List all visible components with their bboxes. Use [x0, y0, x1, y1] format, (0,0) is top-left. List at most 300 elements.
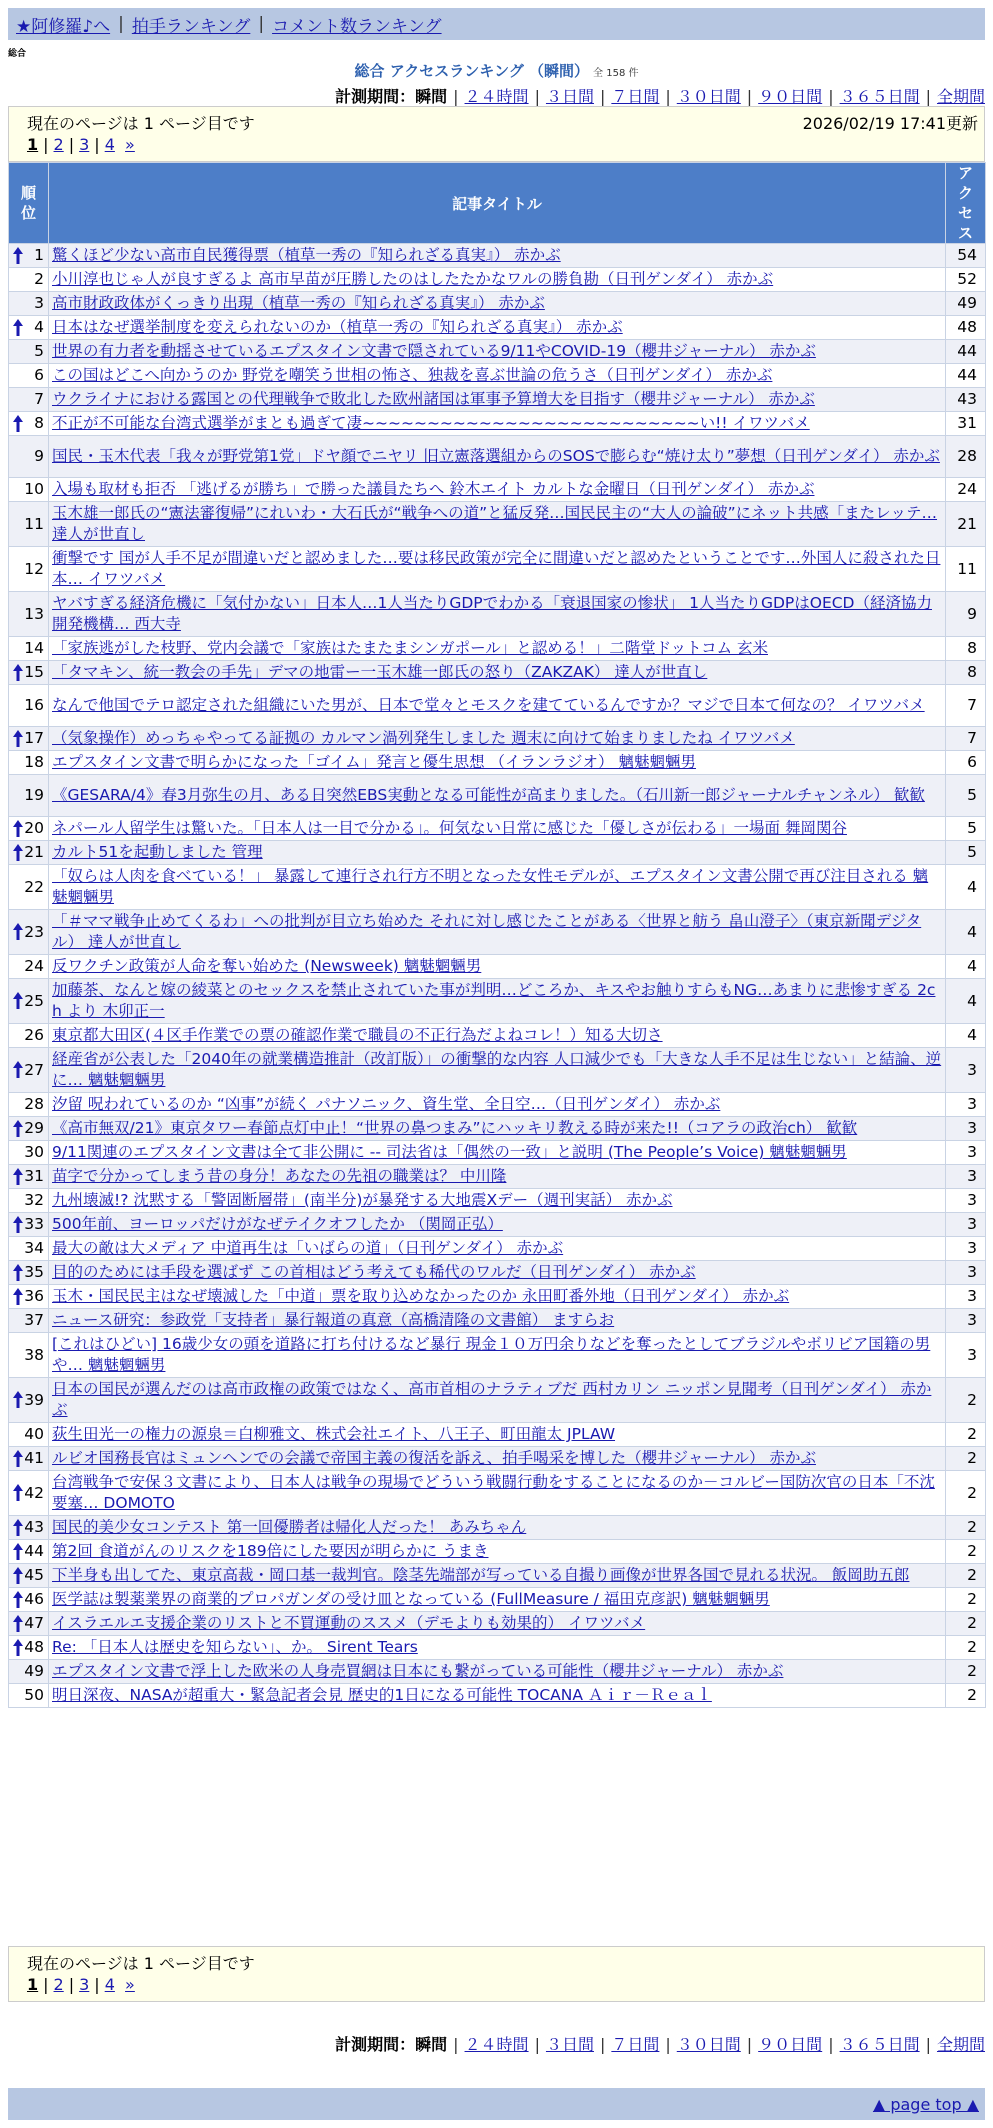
rank-number: 32 [24, 1191, 44, 1209]
ranking-row [9, 1333, 986, 1378]
rank-cell [9, 1237, 49, 1261]
rank-cell [9, 1564, 49, 1588]
page-info-bottom [8, 1946, 985, 2002]
access-count: 3 [946, 1189, 986, 1213]
page-top-link[interactable]: ▲ page top ▲ [872, 2094, 979, 2114]
article-title-link[interactable]: カルト51を起動しました 管理 [52, 843, 263, 861]
period-separator: | [925, 2035, 931, 2054]
ranking-row [9, 1141, 986, 1165]
ranking-row [9, 1165, 986, 1189]
rank-cell [9, 1540, 49, 1564]
title-cell [49, 1309, 946, 1333]
article-title-link[interactable]: 高市財政政体がくっきり出現（植草一秀の『知られざる真実』） 赤かぶ [52, 294, 545, 312]
access-count: 21 [946, 502, 986, 547]
title-cell [49, 1660, 946, 1684]
title-cell [49, 1189, 946, 1213]
rank-number: 43 [24, 1518, 44, 1536]
period-current: 瞬間 [415, 87, 448, 106]
ranking-row [9, 412, 986, 436]
ranking-row [9, 1237, 986, 1261]
access-count: 4 [946, 910, 986, 955]
ranking-row [9, 637, 986, 661]
rank-number: 20 [24, 819, 44, 837]
title-cell [49, 1117, 946, 1141]
up-arrow-icon [13, 730, 23, 747]
title-cell [49, 1588, 946, 1612]
up-arrow-icon [13, 1288, 23, 1305]
rank-cell [9, 1588, 49, 1612]
ranking-row [9, 316, 986, 340]
access-count: 3 [946, 1261, 986, 1285]
rank-cell [9, 685, 49, 727]
access-count: 2 [946, 1588, 986, 1612]
title-cell [49, 292, 946, 316]
rank-number: 39 [24, 1390, 44, 1409]
access-count: 4 [946, 955, 986, 979]
ranking-row [9, 268, 986, 292]
article-title-link[interactable]: 9/11関連のエプスタイン文書は全て非公開に -- 司法省は「偶然の一致」と説明 (The People’s Voice) 魑魅魍魎男 [52, 1143, 847, 1161]
rank-cell [9, 1378, 49, 1423]
article-title-link[interactable]: この国はどこへ向かうのか 野党を嘲笑う世相の怖さ、独裁を喜ぶ世論の危うさ（日刊ゲンダイ） 赤かぶ [52, 366, 773, 384]
title-cell [49, 841, 946, 865]
rank-number: 28 [24, 1095, 44, 1113]
article-title-link[interactable]: 500年前、ヨーロッパだけがなぜテイクオフしたか （関岡正弘） [52, 1215, 503, 1233]
title-cell [49, 979, 946, 1024]
rank-cell [9, 1285, 49, 1309]
ranking-row [9, 1213, 986, 1237]
rank-number: 50 [24, 1686, 44, 1704]
article-title-link[interactable]: 「タマキン、統一教会の手先」デマの地雷ー一玉木雄一郎氏の怒り（ZAKZAK） 達人が世直し [52, 663, 708, 681]
title-cell [49, 1141, 946, 1165]
rank-cell [9, 817, 49, 841]
article-title-link[interactable]: 加藤茶、なんと嫁の綾菜とのセックスを禁止されていた事が判明…どころか、キスやお触りすらもNG…あまりに悲惨すぎる 2ch より 木卯正一 [52, 981, 936, 1020]
rank-number: 19 [24, 786, 44, 804]
current-page-text: 現在のページは 1 ページ目です [27, 114, 255, 133]
period-separator: | [665, 2035, 671, 2054]
rank-cell [9, 751, 49, 775]
article-title-link[interactable]: エプスタイン文書で明らかになった「ゴイム」発言と優生思想 （イランラジオ） 魑魅魍魎男 [52, 753, 696, 771]
ranking-row [9, 436, 986, 478]
rank-number: 18 [24, 753, 44, 771]
access-count: 2 [946, 1423, 986, 1447]
nav-comment-ranking-link[interactable]: コメント数ランキング [272, 16, 442, 37]
article-title-link[interactable]: 汐留 呪われているのか “凶事”が続く パナソニック、資生堂、全日空…（日刊ゲンダイ） 赤かぶ [52, 1095, 721, 1113]
period-link[interactable]: 全期間 [936, 87, 985, 106]
page-link[interactable]: 2 [53, 135, 64, 154]
rank-cell [9, 547, 49, 592]
ranking-row [9, 1612, 986, 1636]
rank-number: 14 [24, 639, 44, 657]
period-separator: | [828, 2035, 834, 2054]
up-arrow-icon [13, 1519, 23, 1536]
access-count: 54 [946, 244, 986, 268]
rank-cell [9, 1213, 49, 1237]
total-count: 全 158 件 [593, 68, 639, 79]
article-title-link[interactable]: 「＃ママ戦争止めてくるわ」への批判が目立ち始めた それに対し感じたことがある〈世界と舫う 畠山澄子〉（東京新聞デジタル） 達人が世直し [52, 912, 922, 951]
article-title-link[interactable]: 荻生田光一の権力の源泉＝白柳雅文、株式会社エイト、八王子、町田龍太 JPLAW [52, 1425, 616, 1443]
access-count: 3 [946, 1333, 986, 1378]
period-link[interactable]: ９０日間 [758, 87, 823, 106]
article-title-link[interactable]: 九州壊滅!? 沈黙する「警固断層帯」(南半分)が暴発する大地震Xデー（週刊実話） 赤かぶ [52, 1191, 673, 1209]
title-cell [49, 1333, 946, 1378]
page-next-link[interactable]: » [125, 1975, 135, 1994]
title-cell [49, 637, 946, 661]
rank-number: 13 [24, 604, 44, 623]
ranking-row [9, 1024, 986, 1048]
period-link[interactable]: ２４時間 [464, 2035, 529, 2054]
ranking-row [9, 865, 986, 910]
up-arrow-icon [13, 992, 23, 1009]
access-count: 2 [946, 1540, 986, 1564]
access-count: 3 [946, 1165, 986, 1189]
access-count: 3 [946, 1213, 986, 1237]
period-link[interactable]: ７日間 [611, 87, 660, 106]
article-title-link[interactable]: 下半身も出してた、東京高裁・岡口基一裁判官。陰茎先端部が写っている自撮り画像が世界各国で見れる状況。 飯岡助五郎 [52, 1566, 910, 1584]
ranking-row [9, 340, 986, 364]
title-cell [49, 1447, 946, 1471]
article-title-link[interactable]: 《高市無双/21》東京タワー春節点灯中止！“世界の鼻つまみ”にハッキリ教える時が来た!!（コアラの政治ch） 歓歓 [52, 1119, 858, 1137]
access-count: 3 [946, 1048, 986, 1093]
up-arrow-icon [13, 1168, 23, 1185]
up-arrow-icon [13, 1061, 23, 1078]
rank-number: 3 [34, 294, 44, 312]
rank-cell [9, 364, 49, 388]
rank-cell [9, 979, 49, 1024]
title-cell [49, 910, 946, 955]
page-link[interactable]: 4 [104, 1975, 115, 1994]
title-cell [49, 865, 946, 910]
up-arrow-icon [13, 1216, 23, 1233]
ranking-row [9, 1093, 986, 1117]
period-separator: | [828, 87, 834, 106]
ranking-row [9, 478, 986, 502]
article-title-link[interactable]: 医学誌は製薬業界の商業的プロパガンダの受け皿となっている (FullMeasure / 福田克彦訳) 魑魅魍魎男 [52, 1590, 770, 1608]
ranking-row [9, 1588, 986, 1612]
page-link[interactable]: 2 [53, 1975, 64, 1994]
ranking-row [9, 1378, 986, 1423]
title-header: 記事タイトル [49, 163, 946, 244]
ranking-row [9, 502, 986, 547]
article-title-link[interactable]: 苗字で分かってしまう昔の身分！あなたの先祖の職業は？ 中川隆 [52, 1167, 507, 1185]
title-cell [49, 1423, 946, 1447]
rank-number: 37 [24, 1311, 44, 1329]
article-title-link[interactable]: 第2回 食道がんのリスクを189倍にした要因が明らかに うまき [52, 1542, 489, 1560]
access-count: 8 [946, 637, 986, 661]
page-link[interactable]: 3 [79, 1975, 90, 1994]
ranking-row [9, 1309, 986, 1333]
article-title-link[interactable]: [これはひどい] 16歳少女の頭を道路に打ち付けるなど暴行 現金１０万円余りなどを奪ったとしてブラジルやボリビア国籍の男や… 魑魅魍魎男 [52, 1335, 931, 1374]
rank-number: 1 [34, 246, 44, 264]
period-separator: | [453, 2035, 459, 2054]
article-title-link[interactable]: ウクライナにおける露国との代理戦争で敗北した欧州諸国は軍事予算増大を目指す（櫻井ジャーナル） 赤かぶ [52, 390, 815, 408]
title-cell [49, 817, 946, 841]
access-count: 2 [946, 1684, 986, 1708]
title-cell [49, 316, 946, 340]
period-link[interactable]: ３６５日間 [839, 2035, 920, 2054]
article-title-link[interactable]: 日本の国民が選んだのは高市政権の政策ではなく、高市首相のナラティブだ 西村カリン ニッポン見聞考（日刊ゲンダイ） 赤かぶ [52, 1380, 932, 1419]
page-link[interactable]: 4 [104, 135, 115, 154]
rank-cell [9, 1612, 49, 1636]
page-separator: | [94, 1975, 100, 1994]
period-link[interactable]: ３日間 [545, 2035, 594, 2054]
title-cell [49, 547, 946, 592]
rank-cell [9, 1333, 49, 1378]
access-count: 5 [946, 817, 986, 841]
period-link[interactable]: ３６５日間 [839, 87, 920, 106]
article-title-link[interactable]: 国民的美少女コンテスト 第一回優勝者は帰化人だった！ あみちゃん [52, 1518, 527, 1536]
rank-number: 34 [24, 1239, 44, 1257]
access-count: 5 [946, 775, 986, 817]
article-title-link[interactable]: 「奴らは人肉を食べている！」 暴露して連行され行方不明となった女性モデルが、エプスタイン文書公開で再び注目される 魑魅魍魎男 [52, 867, 929, 906]
title-cell [49, 751, 946, 775]
ranking-row [9, 592, 986, 637]
nav-applause-ranking-link[interactable]: 拍手ランキング [131, 16, 251, 37]
top-nav [8, 8, 985, 40]
period-label: 計測期間： [335, 2035, 416, 2054]
ranking-row [9, 1189, 986, 1213]
rank-cell [9, 727, 49, 751]
article-title-link[interactable]: 不正が不可能な台湾式選挙がまとも過ぎて凄~~~~~~~~~~~~~~~~~~~~~~~~~~い!! イワツバメ [52, 414, 810, 432]
rank-cell [9, 1189, 49, 1213]
access-count: 3 [946, 1117, 986, 1141]
rank-number: 31 [24, 1167, 44, 1185]
access-count: 2 [946, 1447, 986, 1471]
rank-cell [9, 1684, 49, 1708]
article-title-link[interactable]: 台湾戦争で安保３文書により、日本人は戦争の現場でどういう戦闘行動をすることになるのか－コルビー国防次官の日本「不沈要塞… DOMOTO [52, 1473, 935, 1512]
title-cell [49, 244, 946, 268]
rank-cell [9, 1165, 49, 1189]
page-separator: | [43, 135, 49, 154]
article-title-link[interactable]: Re: 「日本人は歴史を知らない」、か。 Sirent Tears [52, 1638, 418, 1656]
period-separator: | [599, 87, 606, 106]
article-title-link[interactable]: 最大の敵は大メディア 中道再生は「いばらの道」（日刊ゲンダイ） 赤かぶ [52, 1239, 564, 1257]
access-count: 44 [946, 340, 986, 364]
title-cell [49, 364, 946, 388]
period-separator: | [453, 87, 459, 106]
rank-number: 11 [24, 514, 44, 533]
title-cell [49, 1378, 946, 1423]
access-count: 4 [946, 865, 986, 910]
title-cell [49, 1165, 946, 1189]
access-count: 8 [946, 661, 986, 685]
ranking-title: 総合 アクセスランキング （瞬間） [354, 62, 590, 80]
title-cell [49, 1285, 946, 1309]
ranking-body [9, 244, 986, 1708]
ranking-row [9, 1684, 986, 1708]
rank-number: 38 [24, 1345, 44, 1364]
article-title-link[interactable]: ニュース研究：参政党「支持者」暴行報道の真意（高橋清隆の文書館） ますらお [52, 1311, 615, 1329]
period-link[interactable]: ７日間 [611, 2035, 660, 2054]
rank-number: 41 [24, 1449, 44, 1467]
access-count: 2 [946, 1471, 986, 1516]
ranking-row [9, 364, 986, 388]
period-link[interactable]: 全期間 [936, 2035, 985, 2054]
article-title-link[interactable]: 衝撃です 国が人手不足が間違いだと認めました…要は移民政策が完全に間違いだと認めたということです…外国人に殺された日本… イワツバメ [52, 549, 941, 588]
article-title-link[interactable]: 反ワクチン政策が人命を奪い始めた (Newsweek) 魑魅魍魎男 [52, 957, 482, 975]
article-title-link[interactable]: 東京都大田区(４区手作業での票の確認作業で職員の不正行為だよねコレ！）知る大切さ [52, 1026, 663, 1044]
article-title-link[interactable]: 日本はなぜ選挙制度を変えられないのか（植草一秀の『知られざる真実』） 赤かぶ [52, 318, 623, 336]
rank-number: 10 [24, 480, 44, 498]
rank-number: 8 [34, 414, 44, 432]
up-arrow-icon [13, 247, 23, 264]
period-link[interactable]: ２４時間 [464, 87, 529, 106]
rank-cell [9, 637, 49, 661]
rank-number: 46 [24, 1590, 44, 1608]
rank-number: 36 [24, 1287, 44, 1305]
rank-number: 9 [34, 447, 44, 465]
rank-number: 15 [24, 663, 44, 681]
rank-number: 26 [24, 1026, 44, 1044]
title-cell [49, 1048, 946, 1093]
rank-cell [9, 244, 49, 268]
period-separator: | [746, 2035, 753, 2054]
rank-cell [9, 1660, 49, 1684]
title-cell [49, 1540, 946, 1564]
up-arrow-icon [13, 1567, 23, 1584]
title-cell [49, 1471, 946, 1516]
rank-number: 47 [24, 1614, 44, 1632]
ranking-row [9, 292, 986, 316]
rank-number: 33 [24, 1215, 44, 1233]
ranking-row [9, 727, 986, 751]
article-title-link[interactable]: 経産省が公表した「2040年の就業構造推計（改訂版）」の衝撃的な内容 人口減少でも「大きな人手不足は生じない」と結論、逆に… 魑魅魍魎男 [52, 1050, 942, 1089]
title-cell [49, 1237, 946, 1261]
rank-cell [9, 502, 49, 547]
article-title-link[interactable]: 国民・玉木代表「我々が野党第1党」ドヤ顔でニヤリ 旧立憲落選組からのSOSで膨らむ“焼け太り”夢想（日刊ゲンダイ） 赤かぶ [52, 447, 940, 465]
up-arrow-icon [13, 1264, 23, 1281]
article-title-link[interactable]: 玉木・国民民主はなぜ壊滅した「中道」票を取り込めなかったのか 永田町番外地（日刊ゲンダイ） 赤かぶ [52, 1287, 790, 1305]
rank-number: 5 [34, 342, 44, 360]
title-cell [49, 1261, 946, 1285]
access-count: 5 [946, 841, 986, 865]
access-count: 49 [946, 292, 986, 316]
access-count: 24 [946, 478, 986, 502]
period-label: 計測期間： [335, 87, 416, 106]
ranking-row [9, 1636, 986, 1660]
access-count: 3 [946, 1141, 986, 1165]
rank-number: 22 [24, 877, 44, 896]
access-count: 2 [946, 1612, 986, 1636]
access-count: 3 [946, 1285, 986, 1309]
rank-number: 4 [34, 318, 44, 336]
rank-cell [9, 478, 49, 502]
up-arrow-icon [13, 1484, 23, 1501]
access-count: 2 [946, 1516, 986, 1540]
title-cell [49, 388, 946, 412]
page-separator: | [68, 135, 75, 154]
ranking-row [9, 1117, 986, 1141]
ranking-row [9, 244, 986, 268]
rank-cell [9, 1093, 49, 1117]
nav-separator: | [118, 14, 124, 34]
ranking-row [9, 775, 986, 817]
page-info-top [8, 106, 985, 162]
rank-cell [9, 268, 49, 292]
access-count: 9 [946, 592, 986, 637]
access-count: 52 [946, 268, 986, 292]
ranking-row [9, 1261, 986, 1285]
rank-number: 24 [24, 957, 44, 975]
current-page-text: 現在のページは 1 ページ目です [27, 1954, 255, 1973]
rank-number: 23 [24, 922, 44, 941]
rank-number: 29 [24, 1119, 44, 1137]
period-link[interactable]: ３０日間 [676, 87, 741, 106]
ranking-row [9, 547, 986, 592]
period-link[interactable]: ９０日間 [758, 2035, 823, 2054]
up-arrow-icon [13, 1450, 23, 1467]
updated-timestamp: 2026/02/19 17:41更新 [802, 114, 978, 133]
article-title-link[interactable]: 《GESARA/4》春3月弥生の月、ある日突然EBS実動となる可能性が高まりました。（石川新一郎ジャーナルチャンネル） 歓歓 [52, 786, 925, 804]
ranking-row [9, 1540, 986, 1564]
up-arrow-icon [13, 923, 23, 940]
article-title-link[interactable]: 明日深夜、NASAが超重大・緊急記者会見 歴史的1日になる可能性 TOCANA Ａｉｒ－Ｒｅａｌ [52, 1686, 712, 1704]
rank-cell [9, 841, 49, 865]
ranking-row [9, 388, 986, 412]
rank-number: 2 [34, 270, 44, 288]
article-title-link[interactable]: （気象操作）めっちゃやってる証拠の カルマン渦列発生しました 週末に向けて始まりましたね イワツバメ [52, 729, 795, 747]
period-link[interactable]: ３日間 [545, 87, 594, 106]
title-cell [49, 1612, 946, 1636]
rank-cell [9, 292, 49, 316]
rank-cell [9, 1117, 49, 1141]
article-title-link[interactable]: 「家族逃がした枝野、党内会議で「家族はたまたまシンガポール」と認める！」二階堂ドットコム 玄米 [52, 639, 768, 657]
article-title-link[interactable]: ヤバすぎる経済危機に「気付かない」日本人…1人当たりGDPでわかる「衰退国家の惨状」 1人当たりGDPはOECD（経済協力開発機構… 西大寺 [52, 594, 932, 633]
rank-number: 44 [24, 1542, 44, 1560]
article-title-link[interactable]: イスラエルエ支援企業のリストと不買運動のススメ（デモよりも効果的） イワツバメ [52, 1614, 646, 1632]
article-title-link[interactable]: ルビオ国務長官はミュンヘンでの会議で帝国主義の復活を訴え、拍手喝采を博した（櫻井ジャーナル） 赤かぶ [52, 1449, 816, 1467]
ranking-row [9, 1516, 986, 1540]
ranking-table [8, 162, 986, 1708]
up-arrow-icon [13, 1391, 23, 1408]
article-title-link[interactable]: 目的のためには手段を選ばず この首相はどう考えても稀代のワルだ（日刊ゲンダイ） 赤かぶ [52, 1263, 696, 1281]
nav-separator: | [258, 14, 265, 34]
page-title [0, 60, 993, 81]
access-count: 3 [946, 1309, 986, 1333]
article-title-link[interactable]: なんで他国でテロ認定された組織にいた男が、日本で堂々とモスクを建てているんですか？マジで日本て何なの？ イワツバメ [52, 696, 925, 714]
up-arrow-icon [13, 1120, 23, 1137]
up-arrow-icon [13, 1543, 23, 1560]
ranking-row [9, 1564, 986, 1588]
up-arrow-icon [13, 319, 23, 336]
title-cell [49, 478, 946, 502]
rank-number: 16 [24, 696, 44, 714]
access-count: 2 [946, 1378, 986, 1423]
up-arrow-icon [13, 1615, 23, 1632]
period-link[interactable]: ３０日間 [676, 2035, 741, 2054]
up-arrow-icon [13, 820, 23, 837]
article-title-link[interactable]: 玉木雄一郎氏の“憲法審復帰”にれいわ・大石氏が“戦争への道”と猛反発…国民民主の“大人の論破”にネット共感「またレッテ… 達人が世直し [52, 504, 938, 543]
article-title-link[interactable]: 入場も取材も拒否 「逃げるが勝ち」で勝った議員たちへ 鈴木エイト カルトな金曜日（日刊ゲンダイ） 赤かぶ [52, 480, 815, 498]
ranking-row [9, 661, 986, 685]
period-separator: | [925, 87, 931, 106]
article-title-link[interactable]: 世界の有力者を動揺させているエプスタイン文書で隠されている9/11やCOVID-19（櫻井ジャーナル） 赤かぶ [52, 342, 816, 360]
up-arrow-icon [13, 415, 23, 432]
page-next-link[interactable]: » [125, 135, 135, 154]
nav-asyura-home-link[interactable]: ★阿修羅♪へ [16, 16, 111, 37]
page-link[interactable]: 3 [79, 135, 90, 154]
article-title-link[interactable]: 小川淳也じゃ人が良すぎるよ 高市早苗が圧勝したのはしたたかなワルの勝負勘（日刊ゲンダイ） 赤かぶ [52, 270, 774, 288]
rank-number: 48 [24, 1638, 44, 1656]
access-count: 3 [946, 1237, 986, 1261]
pagination-top [27, 135, 135, 154]
rank-cell [9, 316, 49, 340]
ranking-row [9, 751, 986, 775]
article-title-link[interactable]: エプスタイン文書で浮上した欧米の人身売買網は日本にも繋がっている可能性（櫻井ジャーナル） 赤かぶ [52, 1662, 784, 1680]
article-title-link[interactable]: ネパール人留学生は驚いた。「日本人は一目で分かる」。何気ない日常に感じた「優しさが伝わる」一場面 舞岡関谷 [52, 819, 847, 837]
title-cell [49, 268, 946, 292]
rank-number: 42 [24, 1483, 44, 1502]
article-title-link[interactable]: 驚くほど少ない高市自民獲得票（植草一秀の『知られざる真実』） 赤かぶ [52, 246, 561, 264]
